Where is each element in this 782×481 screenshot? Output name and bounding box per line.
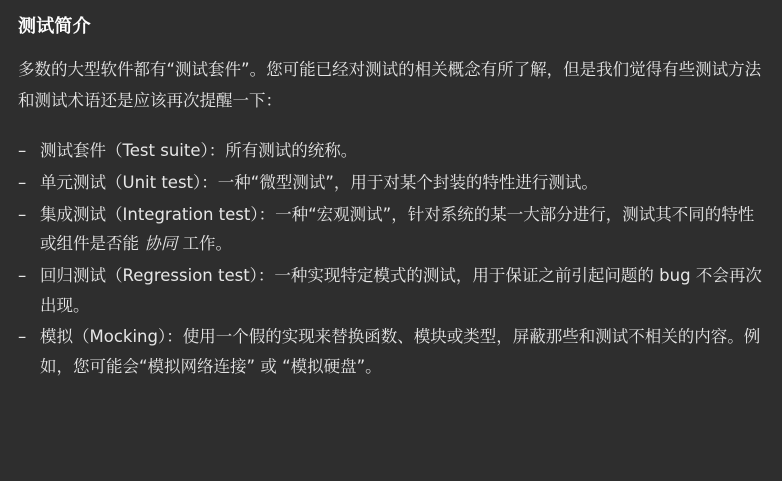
- bullet-marker: –: [18, 141, 27, 161]
- list-item: [18, 136, 764, 166]
- bullet-marker: –: [18, 172, 27, 192]
- bullet-marker: –: [18, 204, 27, 224]
- list-item-text-before-emphasis: 集成测试（Integration test）：一种“宏观测试”，针对系统的某一大部分进行，测试其不同的特性或组件是否能: [40, 204, 755, 254]
- list-item-text: 测试套件（Test suite）：所有测试的统称。: [40, 141, 358, 161]
- bullet-marker: –: [18, 327, 27, 347]
- page-title: 测试简介: [18, 16, 91, 37]
- list-item: [18, 200, 764, 259]
- list-item: [18, 261, 764, 320]
- terms-list: [18, 136, 764, 382]
- list-item-text: 回归测试（Regression test）：一种实现特定模式的测试，用于保证之前引起问题的 bug 不会再次出现。: [40, 265, 762, 315]
- list-item: [18, 168, 764, 198]
- list-item-text-after-emphasis: 工作。: [177, 234, 232, 254]
- list-item-emphasis: 协同: [144, 234, 178, 254]
- bullet-marker: –: [18, 265, 27, 285]
- intro-paragraph: 多数的大型软件都有“测试套件”。您可能已经对测试的相关概念有所了解，但是我们觉得有些测试方法和测试术语还是应该再次提醒一下：: [18, 60, 762, 110]
- list-item-text: 模拟（Mocking）：使用一个假的实现来替换函数、模块或类型，屏蔽那些和测试不相关的内容。例如，您可能会“模拟网络连接” 或 “模拟硬盘”。: [40, 327, 761, 377]
- list-item-text: 单元测试（Unit test）：一种“微型测试”，用于对某个封装的特性进行测试。: [40, 172, 598, 192]
- list-item: [18, 322, 764, 381]
